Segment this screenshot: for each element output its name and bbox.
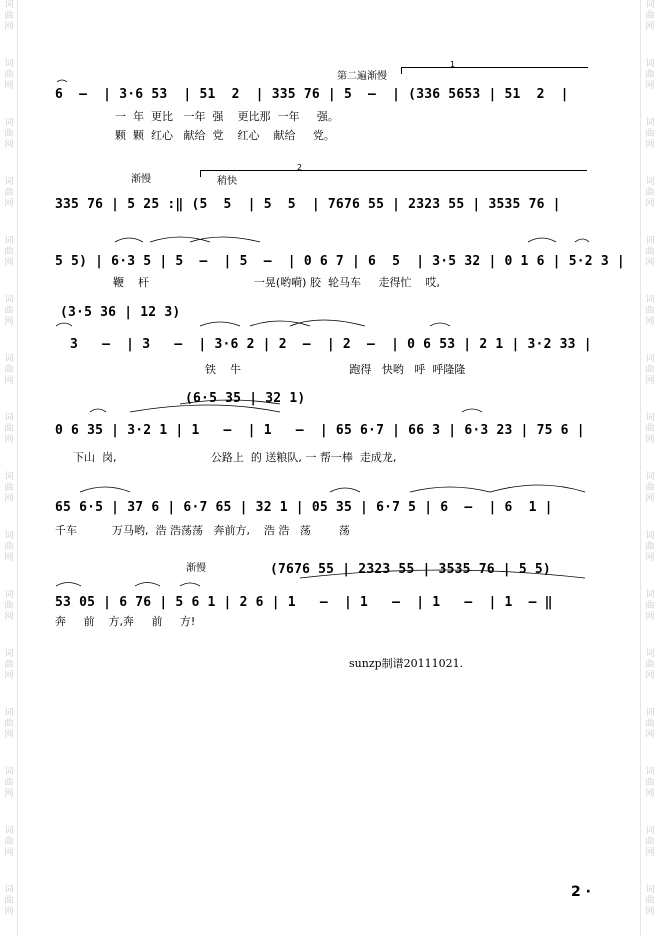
slur-mark <box>250 321 310 326</box>
watermark-group: 词曲网 <box>4 295 14 327</box>
slur-mark <box>528 238 556 242</box>
watermark-group: 词曲网 <box>4 885 14 917</box>
watermark-group: 词曲网 <box>645 767 655 799</box>
slur-mark <box>190 237 260 242</box>
watermark-group: 词曲网 <box>4 531 14 563</box>
watermark-group: 词曲网 <box>645 177 655 209</box>
lyric-line: 一 年 更比 一年 强 更比那 一年 强。 <box>115 110 339 123</box>
watermark-group: 词曲网 <box>645 826 655 858</box>
slur-mark <box>330 488 360 492</box>
slur-mark <box>200 322 240 326</box>
watermark-group: 词曲网 <box>645 649 655 681</box>
watermark-group: 词曲网 <box>4 767 14 799</box>
volta-number: 1 <box>450 60 456 69</box>
lyric-line: 鞭 杆 一晃(哟嗬) 胶 轮马车 走得忙 哎, <box>113 276 440 289</box>
watermark-group: 词曲网 <box>4 236 14 268</box>
page-number: 2 · <box>571 884 591 900</box>
notation-line: 3 – | 3 – | 3·6 2 | 2 – | 2 – | 0 6 53 | 2 1 | 3·2 33 | <box>70 337 592 352</box>
notation-line: 5 5) | 6·3 5 | 5 – | 5 – | 0 6 7 | 6 5 | 3·5 32 | 0 1 6 | 5·2 3 | <box>55 254 625 269</box>
watermark-group: 词曲网 <box>4 413 14 445</box>
watermark-group: 词曲网 <box>4 590 14 622</box>
notation-line: 53 05 | 6 76 | 5 6 1 | 2 6 | 1 – | 1 – | 1 – | 1 – ‖ <box>55 595 553 610</box>
lyric-line: 奔 前 方,奔 前 方! <box>55 615 196 628</box>
watermark-group: 词曲网 <box>645 472 655 504</box>
watermark-group: 词曲网 <box>4 708 14 740</box>
watermark-group: 词曲网 <box>645 708 655 740</box>
watermark-group: 词曲网 <box>4 649 14 681</box>
watermark-group: 词曲网 <box>645 354 655 386</box>
watermark-group: 词曲网 <box>4 472 14 504</box>
notation-line: 65 6·5 | 37 6 | 6·7 65 | 32 1 | 05 35 | 6·7 5 | 6 – | 6 1 | <box>55 500 553 515</box>
watermark-group: 词曲网 <box>645 885 655 917</box>
watermark-group: 词曲网 <box>4 177 14 209</box>
upper-notation-line: (3·5 36 | 12 3) <box>60 305 181 320</box>
watermark-group: 词曲网 <box>645 531 655 563</box>
slur-mark <box>115 238 143 242</box>
lyric-line: 下山 岗, 公路上 的 送粮队, 一 帮一棒 走成龙, <box>73 451 397 464</box>
slur-mark <box>490 485 585 492</box>
lyric-line: 颗 颗 红心 献给 党 红心 献给 党。 <box>115 129 335 142</box>
watermark-group: 词曲网 <box>645 118 655 150</box>
slur-mark <box>80 487 130 492</box>
lyric-line: 千车 万马哟, 浩 浩荡荡 奔前方, 浩 浩 荡 荡 <box>55 524 350 537</box>
tempo-marking: 渐慢 <box>186 563 206 574</box>
watermark-group: 词曲网 <box>645 0 655 32</box>
watermark-group: 词曲网 <box>645 590 655 622</box>
slur-mark <box>135 583 160 587</box>
slur-mark <box>430 323 450 326</box>
slur-mark <box>56 583 81 587</box>
tempo-marking: 稍快 <box>217 176 237 187</box>
watermark-group: 词曲网 <box>4 59 14 91</box>
slur-mark <box>150 237 210 242</box>
tempo-marking: 第二遍渐慢 <box>337 71 387 82</box>
volta-bracket <box>401 67 588 74</box>
watermark-group: 词曲网 <box>4 0 14 32</box>
tie-mark <box>57 80 67 82</box>
watermark-group: 词曲网 <box>4 354 14 386</box>
slur-mark <box>180 583 200 586</box>
watermark-group: 词曲网 <box>4 118 14 150</box>
watermark-group: 词曲网 <box>645 236 655 268</box>
transcriber-credit: sunzp制谱20111021. <box>349 657 464 670</box>
upper-notation-line: (6·5 35 | 32 1) <box>185 391 306 406</box>
slur-mark <box>290 320 365 326</box>
volta-number: 2 <box>297 163 303 172</box>
watermark-group: 词曲网 <box>645 295 655 327</box>
volta-bracket <box>200 170 587 177</box>
lyric-line: 铁 牛 跑得 快哟 呼 呼隆隆 <box>205 363 466 376</box>
slur-mark <box>410 487 490 492</box>
watermark-group: 词曲网 <box>4 826 14 858</box>
watermark-group: 词曲网 <box>645 413 655 445</box>
slur-mark <box>56 323 72 326</box>
slur-mark <box>90 409 106 412</box>
upper-notation-line: (7676 55 | 2323 55 | 3535 76 | 5 5) <box>270 562 551 577</box>
notation-line: 0 6 35 | 3·2 1 | 1 – | 1 – | 65 6·7 | 66 3 | 6·3 23 | 75 6 | <box>55 423 585 438</box>
notation-line: 335 76 | 5 25 :‖ (5 5 | 5 5 | 7676 55 | 2323 55 | 3535 76 | <box>55 197 561 212</box>
tempo-marking: 渐慢 <box>131 174 151 185</box>
slur-mark <box>575 239 589 242</box>
slur-mark <box>462 409 482 412</box>
watermark-group: 词曲网 <box>645 59 655 91</box>
notation-line: 6 – | 3·6 53 | 51 2 | 335 76 | 5 – | (336 5653 | 51 2 | <box>55 87 569 102</box>
